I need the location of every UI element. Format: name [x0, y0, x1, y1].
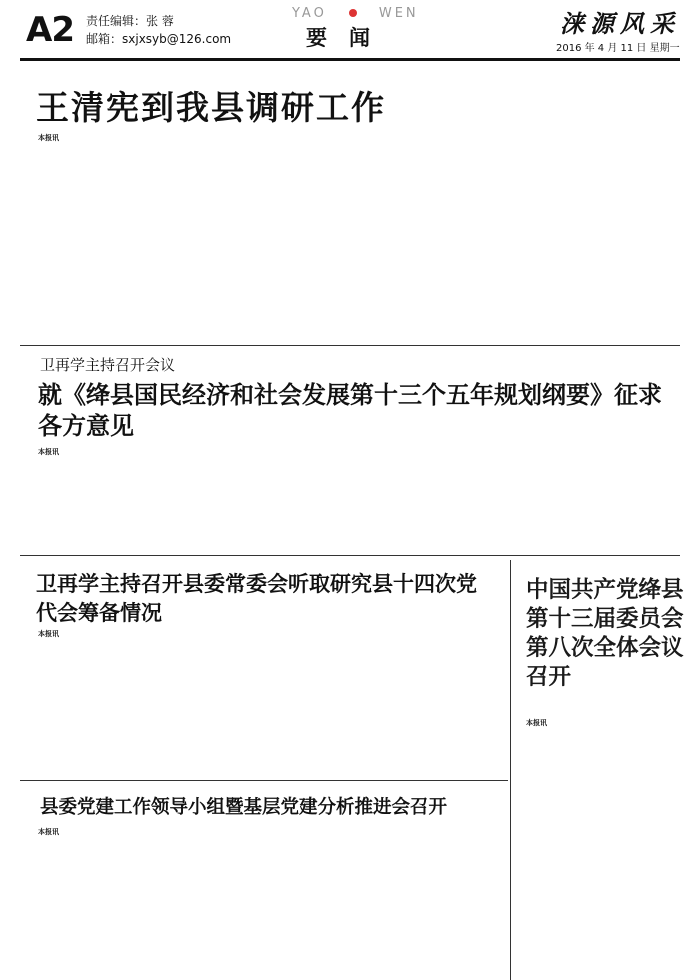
divider	[20, 780, 508, 781]
headline-3: 卫再学主持召开县委常委会听取研究县十四次党代会筹备情况	[36, 572, 477, 625]
headline-side: 中国共产党绛县第十三届委员会第八次全体会议召开	[526, 577, 684, 690]
byline-side: 本报讯	[526, 718, 547, 727]
issue-date: 2016 年 4 月 11 日 星期一	[556, 43, 680, 54]
red-dot-icon	[349, 9, 357, 17]
email-line: 邮箱：sxjxsyb@126.com	[86, 32, 232, 46]
headline-2: 就《绛县国民经济和社会发展第十三个五年规划纲要》征求各方意见	[38, 381, 662, 440]
kicker-2: 卫再学主持召开会议	[40, 356, 176, 374]
page-number: A2	[26, 10, 74, 50]
page-header	[0, 0, 700, 58]
section-title: 要闻	[306, 25, 392, 50]
column-rule	[510, 560, 511, 980]
editor-info	[86, 12, 231, 48]
byline-3: 本报讯	[38, 629, 59, 638]
header-rule	[20, 58, 680, 61]
byline-2: 本报讯	[38, 447, 59, 456]
divider	[20, 345, 680, 346]
divider	[20, 555, 680, 556]
section-latin-right: WEN	[378, 6, 419, 21]
section-latin	[292, 6, 442, 21]
headline-1: 王清宪到我县调研工作	[36, 88, 386, 127]
section-latin-left: YAO	[292, 6, 327, 21]
byline-5: 本报讯	[38, 827, 59, 836]
headline-5: 县委党建工作领导小组暨基层党建分析推进会召开	[40, 797, 448, 818]
editor-line: 责任编辑：张 蓉	[86, 14, 174, 28]
byline-1: 本报讯	[38, 133, 59, 142]
masthead: 涞源风采	[560, 9, 680, 38]
